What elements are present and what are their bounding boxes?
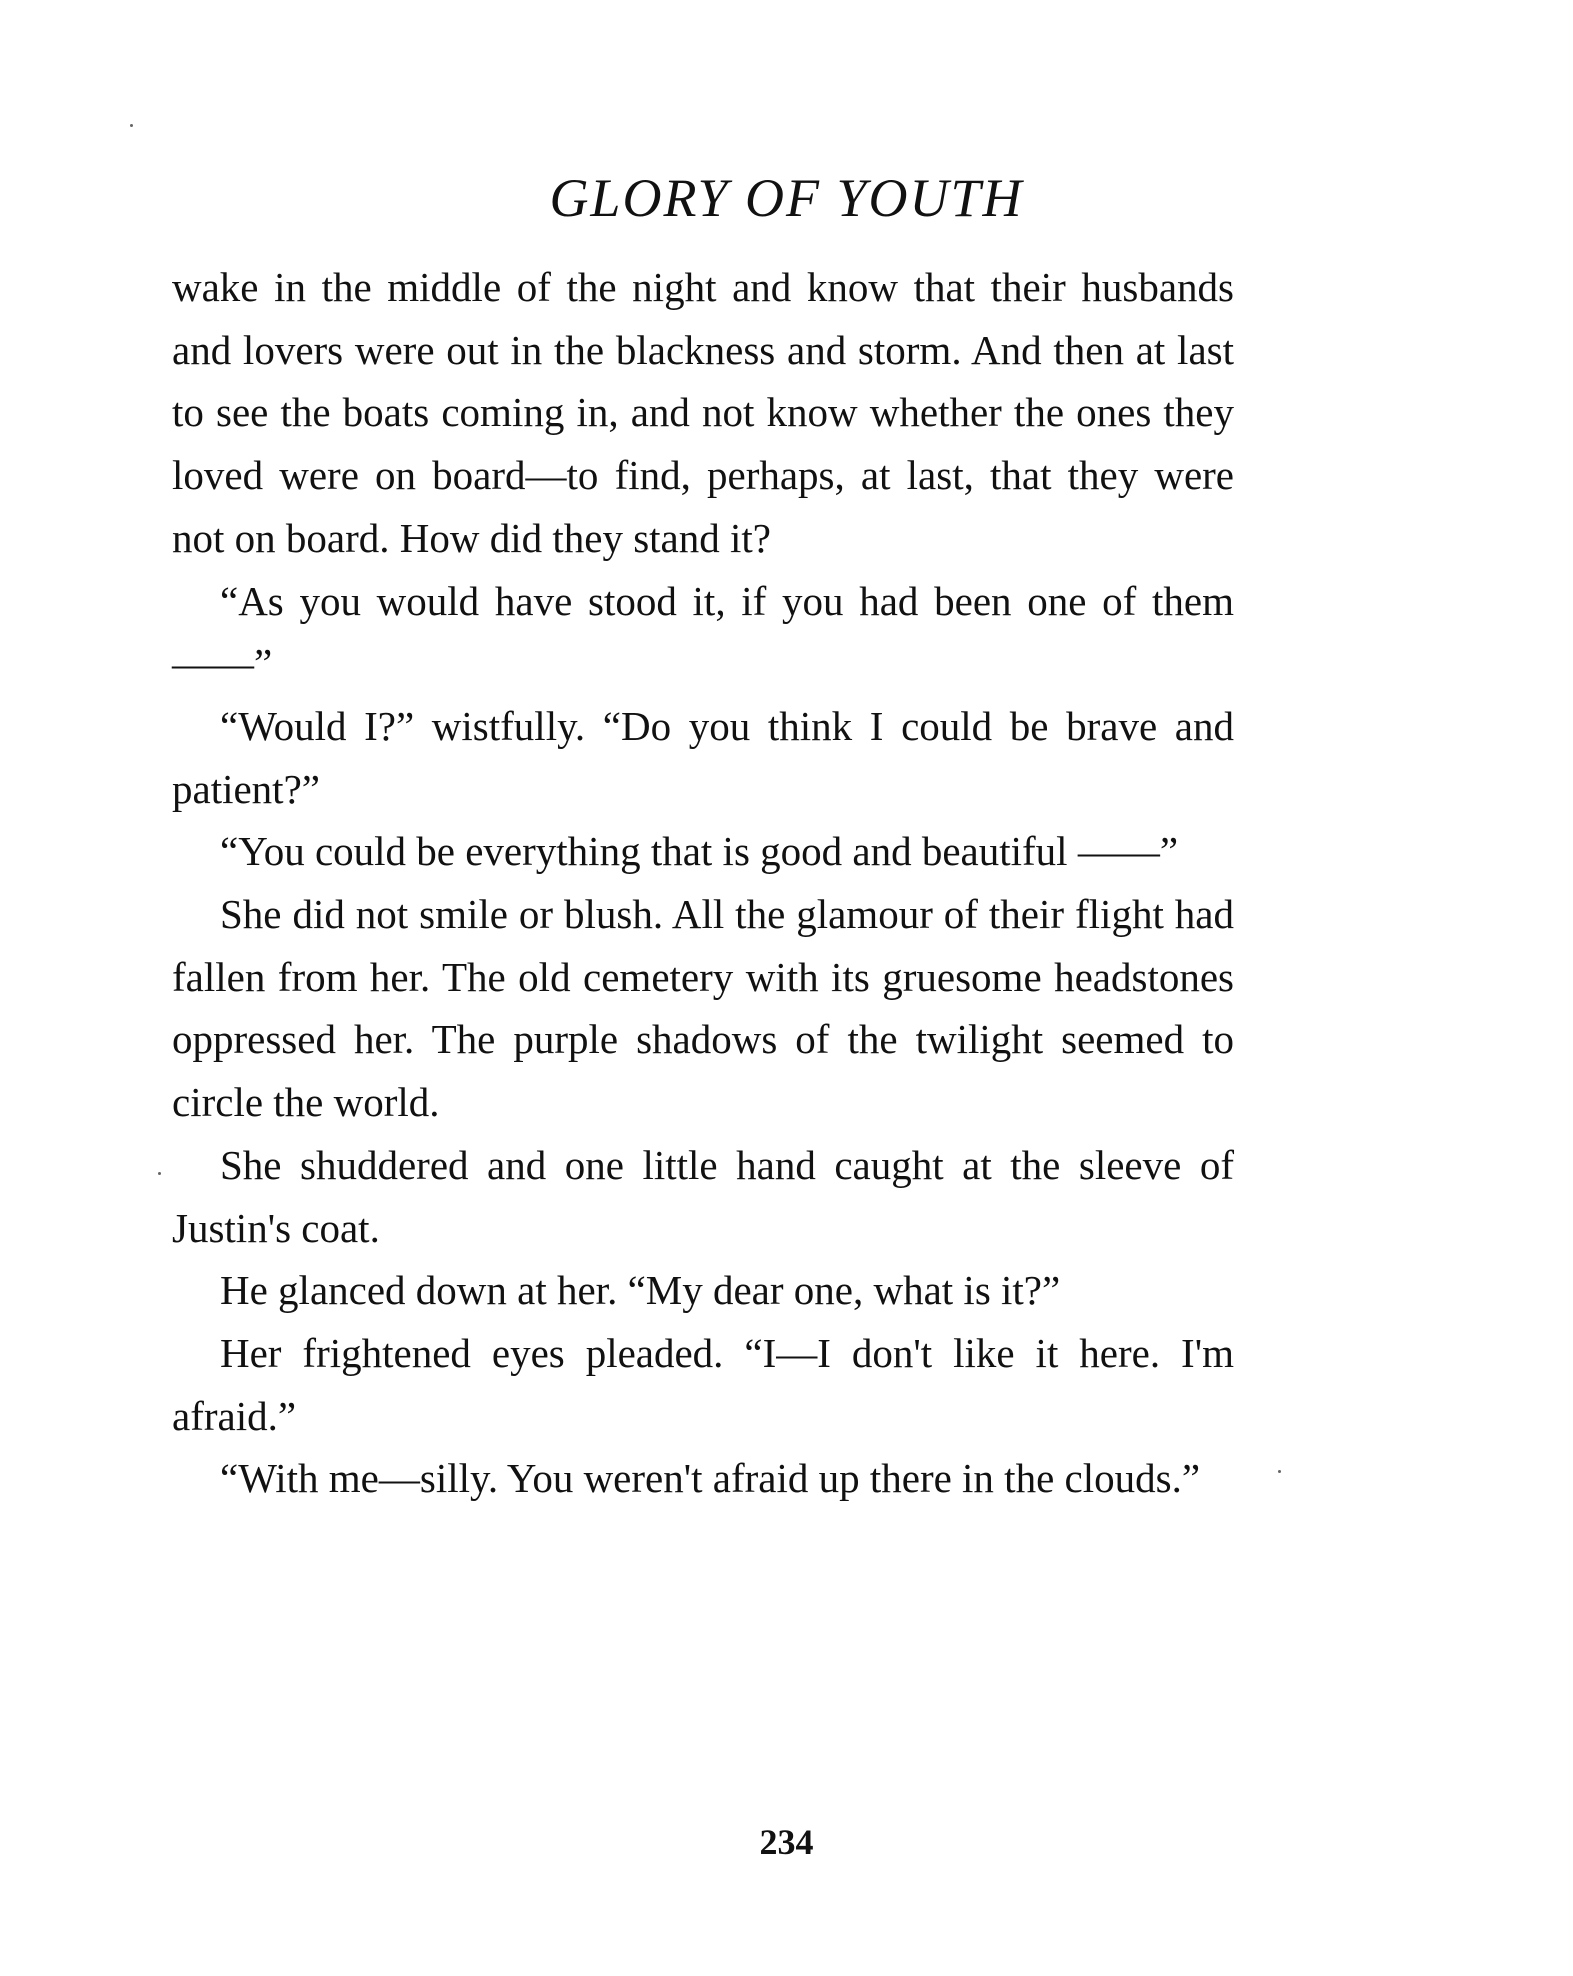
paragraph: “With me—silly. You weren't afraid up there in the clouds.” [220, 1455, 1201, 1502]
scan-speck [130, 124, 133, 127]
scan-speck [158, 1172, 161, 1175]
paragraph: He glanced down at her. “My dear one, what is it?” [220, 1267, 1061, 1314]
paragraph: “You could be everything that is good and beautiful ——” [220, 828, 1179, 875]
page-number: 234 [759, 1822, 814, 1862]
scan-speck [1278, 1470, 1281, 1473]
paragraph: Her frightened eyes pleaded. “I—I don't like it here. I'm afraid.” [172, 1329, 1234, 1439]
running-header: GLORY OF YOUTH [549, 168, 1024, 228]
paragraph: “Would I?” wistfully. “Do you think I could be brave and patient?” [172, 702, 1234, 812]
paragraph: “As you would have stood it, if you had been one of them ——” [172, 577, 1234, 687]
paragraph: She shuddered and one little hand caught at the sleeve of Justin's coat. [172, 1141, 1234, 1251]
page-body [172, 256, 1234, 1510]
paragraph: She did not smile or blush. All the glamour of their flight had fallen from her. The old cemetery with its gruesome headstones oppressed her. The purple shadows of the twilight seemed to circle the world. [172, 891, 1234, 1126]
paragraph: wake in the middle of the night and know that their husbands and lovers were out in the blackness and storm. And then at last to see the boats coming in, and not know whether the ones they loved were on board—to find, perhaps, at last, that they were not on board. How did they stand it? [172, 264, 1234, 561]
